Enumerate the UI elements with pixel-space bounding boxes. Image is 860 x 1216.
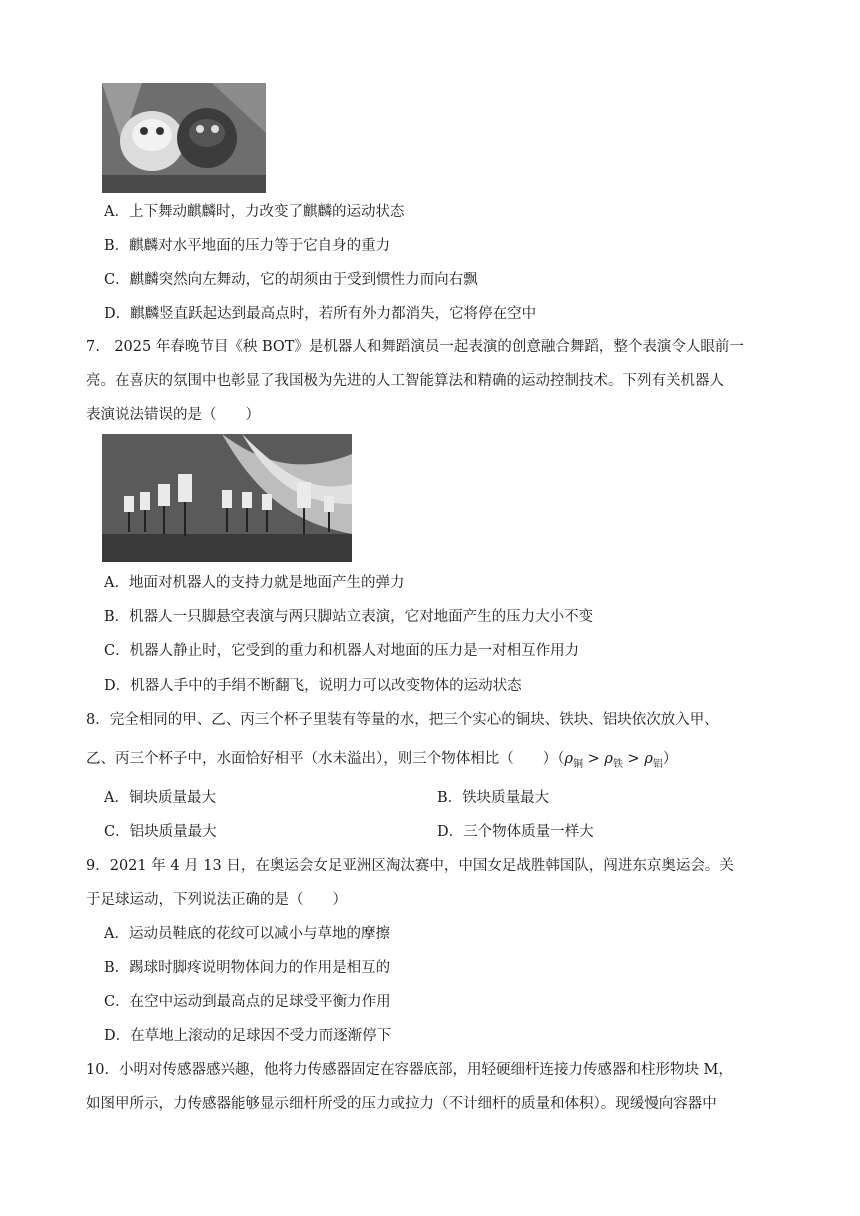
- q6-option-b: B．麒麟对水平地面的压力等于它自身的重力: [104, 238, 391, 254]
- q9-option-a: A．运动员鞋底的花纹可以减小与草地的摩擦: [104, 926, 390, 942]
- q8-stem-line-2: [86, 749, 677, 775]
- qilin-dance-photo: [102, 83, 266, 193]
- q10-stem-line-2: 如图甲所示，力传感器能够显示细杆所受的压力或拉力（不计细杆的质量和体积）。现缓慢向容器中: [86, 1096, 717, 1112]
- q7-option-b: B．机器人一只脚悬空表演与两只脚站立表演，它对地面产生的压力大小不变: [104, 609, 594, 625]
- q9-option-b: B．踢球时脚疼说明物体间力的作用是相互的: [104, 960, 391, 976]
- q7-stem-line-1: 7. 2025 年春晚节目《秧 BOT》是机器人和舞蹈演员一起表演的创意融合舞蹈，整个表演令人眼前一: [86, 339, 744, 355]
- density-formula: $(\rho_铜 > \rho_铁 > \rho_铝)$: [557, 751, 678, 770]
- q7-stem-line-3: 表演说法错误的是（ ）: [86, 407, 260, 423]
- q6-option-a: A．上下舞动麒麟时，力改变了麒麟的运动状态: [104, 204, 405, 220]
- q6-option-d: D．麒麟竖直跃起达到最高点时，若所有外力都消失，它将停在空中: [104, 306, 537, 322]
- q7-option-a: A．地面对机器人的支持力就是地面产生的弹力: [104, 575, 405, 591]
- q9-stem-line-2: 于足球运动，下列说法正确的是（ ）: [86, 892, 347, 908]
- robot-dance-photo: [102, 434, 352, 562]
- q10-stem-line-1: 10．小明对传感器感兴趣，他将力传感器固定在容器底部，用轻硬细杆连接力传感器和柱形物块 M，: [86, 1062, 733, 1078]
- q8-option-b: B．铁块质量最大: [437, 790, 550, 806]
- q8-option-d: D．三个物体质量一样大: [437, 824, 594, 840]
- q6-option-c: C．麒麟突然向左舞动，它的胡须由于受到惯性力而向右飘: [104, 272, 478, 288]
- q7-stem-line-2: 亮。在喜庆的氛围中也彰显了我国极为先进的人工智能算法和精确的运动控制技术。下列有关机器人: [86, 373, 724, 389]
- q7-option-d: D．机器人手中的手绢不断翻飞，说明力可以改变物体的运动状态: [104, 678, 522, 694]
- q7-option-c: C．机器人静止时，它受到的重力和机器人对地面的压力是一对相互作用力: [104, 643, 580, 659]
- q8-stem-line-1: 8．完全相同的甲、乙、丙三个杯子里装有等量的水，把三个实心的铜块、铁块、铝块依次放入甲、: [86, 712, 719, 728]
- q8-option-c: C．铝块质量最大: [104, 824, 217, 840]
- q9-stem-line-1: 9．2021 年 4 月 13 日，在奥运会女足亚洲区淘汰赛中，中国女足战胜韩国队，闯进东京奥运会。关: [86, 858, 734, 874]
- q8-option-a: A．铜块质量最大: [104, 790, 216, 806]
- q8-stem-text: 乙、丙三个杯子中，水面恰好相平（水未溢出），则三个物体相比（ ）: [86, 751, 558, 767]
- q9-option-d: D．在草地上滚动的足球因不受力而逐渐停下: [104, 1028, 392, 1044]
- q9-option-c: C．在空中运动到最高点的足球受平衡力作用: [104, 994, 391, 1010]
